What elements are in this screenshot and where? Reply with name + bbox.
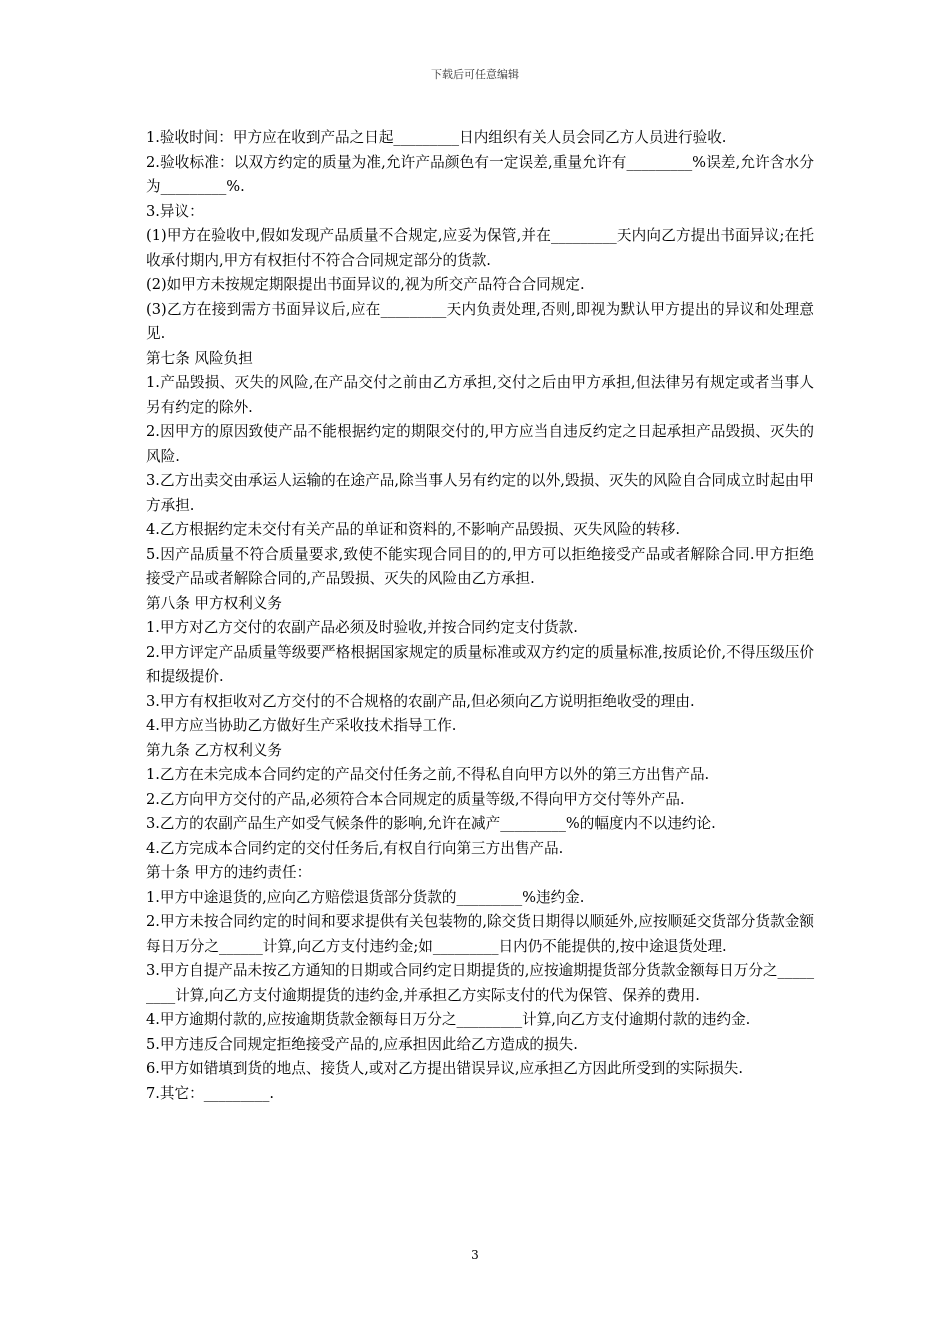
clause-acceptance-time: 1.验收时间：甲方应在收到产品之日起_________日内组织有关人员会同乙方人员进行验收. xyxy=(146,129,727,146)
article-10-heading: 第十条 甲方的违约责任： xyxy=(146,864,312,881)
article-10-item-5: 5.甲方违反合同规定拒绝接受产品的,应承担因此给乙方造成的损失. xyxy=(146,1035,578,1053)
article-10-item-3: 3.甲方自提产品未按乙方通知的日期或合同约定日期提货的,应按逾期提货部分货款金额每日万分之_________计算,向乙方支付逾期提货的违约金,并承担乙方实际支付的代为保管、保养的费用. xyxy=(146,962,814,1004)
article-7-item-2: 2.因甲方的原因致使产品不能根据约定的期限交付的,甲方应当自违反约定之日起承担产品毁损、灭失的风险. xyxy=(146,423,814,465)
document-body xyxy=(146,126,814,1106)
article-10-item-4: 4.甲方逾期付款的,应按逾期货款金额每日万分之_________计算,向乙方支付逾期付款的违约金. xyxy=(146,1011,751,1028)
article-8-item-2: 2.甲方评定产品质量等级要严格根据国家规定的质量标准或双方约定的质量标准,按质论价,不得压级压价和提级提价. xyxy=(146,643,814,685)
clause-objection-heading: 3.异议： xyxy=(146,202,204,220)
article-7-item-1: 1.产品毁损、灭失的风险,在产品交付之前由乙方承担,交付之后由甲方承担,但法律另有规定或者当事人另有约定的除外. xyxy=(146,374,814,416)
article-7-heading: 第七条 风险负担 xyxy=(146,349,253,367)
clause-objection-2: (2)如甲方未按规定期限提出书面异议的,视为所交产品符合合同规定. xyxy=(146,276,585,293)
article-7-item-3: 3.乙方出卖交由承运人运输的在途产品,除当事人另有约定的以外,毁损、灭失的风险自合同成立时起由甲方承担. xyxy=(146,472,814,514)
article-9-heading: 第九条 乙方权利义务 xyxy=(146,741,282,759)
article-10-item-6: 6.甲方如错填到货的地点、接货人,或对乙方提出错误异议,应承担乙方因此所受到的实际损失. xyxy=(146,1060,744,1077)
article-7-item-5: 5.因产品质量不符合质量要求,致使不能实现合同目的的,甲方可以拒绝接受产品或者解除合同.甲方拒绝接受产品或者解除合同的,产品毁损、灭失的风险由乙方承担. xyxy=(146,545,814,587)
page-header: 下载后可任意编辑 xyxy=(431,68,519,81)
article-9-item-3: 3.乙方的农副产品生产如受气候条件的影响,允许在减产_________%的幅度内不以违约论. xyxy=(146,815,716,832)
page-number: 3 xyxy=(471,1248,479,1262)
article-9-item-4: 4.乙方完成本合同约定的交付任务后,有权自行向第三方出售产品. xyxy=(146,839,564,857)
article-10-item-2: 2.甲方未按合同约定的时间和要求提供有关包装物的,除交货日期得以顺延外,应按顺延交货部分货款金额每日万分之______计算,向乙方支付违约金;如_________日内仍不能提供的,按中途退货处理. xyxy=(146,913,814,955)
article-7-item-4: 4.乙方根据约定未交付有关产品的单证和资料的,不影响产品毁损、灭失风险的转移. xyxy=(146,521,680,538)
article-8-item-3: 3.甲方有权拒收对乙方交付的不合规格的农副产品,但必须向乙方说明拒绝收受的理由. xyxy=(146,692,695,710)
clause-objection-3: (3)乙方在接到需方书面异议后,应在_________天内负责处理,否则,即视为默认甲方提出的异议和处理意见. xyxy=(146,300,814,342)
clause-objection-1: (1)甲方在验收中,假如发现产品质量不合规定,应妥为保管,并在_________天内向乙方提出书面异议;在托收承付期内,甲方有权拒付不符合合同规定部分的货款. xyxy=(146,227,814,269)
article-10-item-7: 7.其它：_________. xyxy=(146,1084,275,1102)
article-9-item-2: 2.乙方向甲方交付的产品,必须符合本合同规定的质量等级,不得向甲方交付等外产品. xyxy=(146,790,685,808)
article-8-heading: 第八条 甲方权利义务 xyxy=(146,594,282,612)
clause-acceptance-standard: 2.验收标准：以双方约定的质量为准,允许产品颜色有一定误差,重量允许有_________%误差,允许含水分为_________%. xyxy=(146,153,814,195)
article-10-item-1: 1.甲方中途退货的,应向乙方赔偿退货部分货款的_________%违约金. xyxy=(146,888,585,906)
article-9-item-1: 1.乙方在未完成本合同约定的产品交付任务之前,不得私自向甲方以外的第三方出售产品. xyxy=(146,766,710,783)
article-8-item-4: 4.甲方应当协助乙方做好生产采收技术指导工作. xyxy=(146,717,457,734)
article-8-item-1: 1.甲方对乙方交付的农副产品必须及时验收,并按合同约定支付货款. xyxy=(146,619,578,636)
